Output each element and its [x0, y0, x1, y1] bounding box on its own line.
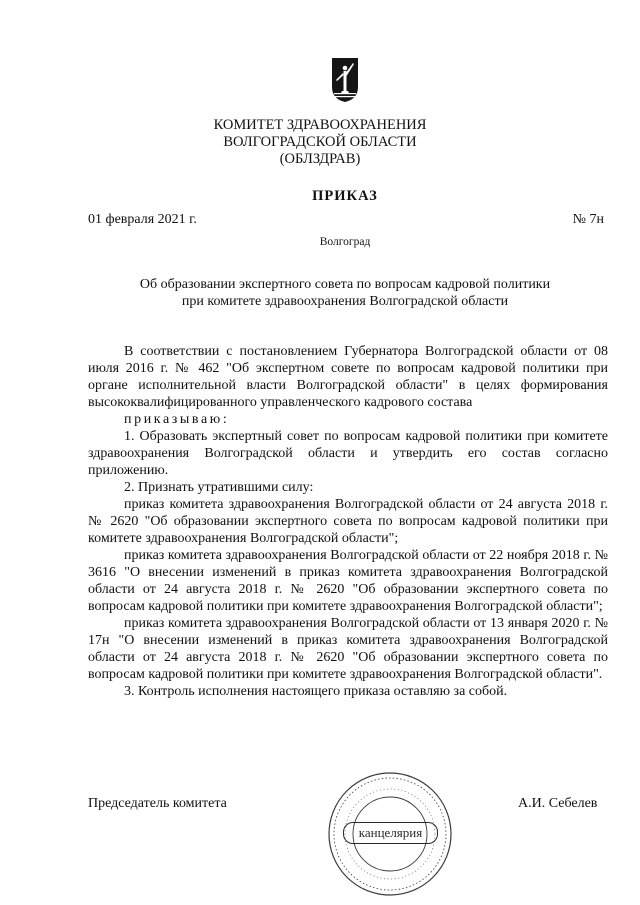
volgograd-coat-of-arms-icon: [331, 57, 359, 103]
document-type-title: ПРИКАЗ: [312, 188, 378, 204]
order-item-2-repealed-1: приказ комитета здравоохранения Волгоградской области от 24 августа 2018 г. № 2620 "Об образовании экспертного совета по вопросам кадровой политики при комитете здравоохранения Волгоградской области";: [88, 497, 608, 546]
org-name-line-2: ВОЛГОГРАДСКОЙ ОБЛАСТИ: [223, 134, 417, 150]
order-item-2: 2. Признать утратившими силу:: [124, 480, 314, 495]
order-word: приказываю:: [124, 412, 230, 427]
subject-line-1: Об образовании экспертного совета по вопросам кадровой политики: [139, 277, 551, 292]
order-item-2-repealed-2: приказ комитета здравоохранения Волгоградской области от 22 ноября 2018 г. № 3616 "О внесении изменений в приказ комитета здравоохранения Волгоградской области от 24 августа 2018 г. № 2620 "Об образовании экспертного совета по вопросам кадровой политики при комитете здравоохранения Волгоградской области";: [88, 548, 608, 614]
document-number: № 7н: [572, 212, 604, 227]
order-item-2-repealed-3: приказ комитета здравоохранения Волгоградской области от 13 января 2020 г. № 17н "О внесении изменений в приказ комитета здравоохранения Волгоградской области от 24 августа 2018 г. № 2620 "Об образовании экспертного совета по вопросам кадровой политики при комитете здравоохранения Волгоградской области".: [88, 616, 608, 682]
signer-name: А.И. Себелев: [518, 796, 598, 811]
signer-role: Председатель комитета: [88, 796, 227, 811]
order-item-1: 1. Образовать экспертный совет по вопросам кадровой политики при комитете здравоохранения Волгоградской области и утвердить его состав согласно приложению.: [88, 429, 608, 478]
preamble-paragraph: В соответствии с постановлением Губернатора Волгоградской области от 08 июля 2016 г. № 462 "Об экспертном совете по вопросам кадровой политики при органе исполнительной власти Волгоградской области" в целях формирования высококвалифицированного управленческого кадрового состава: [88, 344, 608, 410]
document-city: Волгоград: [319, 236, 371, 248]
subject-line-2: при комитете здравоохранения Волгоградской области: [181, 294, 509, 309]
document-subject: [120, 276, 570, 310]
order-item-3: 3. Контроль исполнения настоящего приказа оставляю за собой.: [124, 684, 508, 699]
document-date: 01 февраля 2021 г.: [88, 212, 197, 227]
org-abbreviation: (ОБЛЗДРАВ): [279, 151, 361, 167]
document-body: [88, 343, 608, 700]
org-name-line-1: КОМИТЕТ ЗДРАВООХРАНЕНИЯ: [213, 117, 427, 133]
stamp-label: канцелярия: [343, 822, 438, 844]
